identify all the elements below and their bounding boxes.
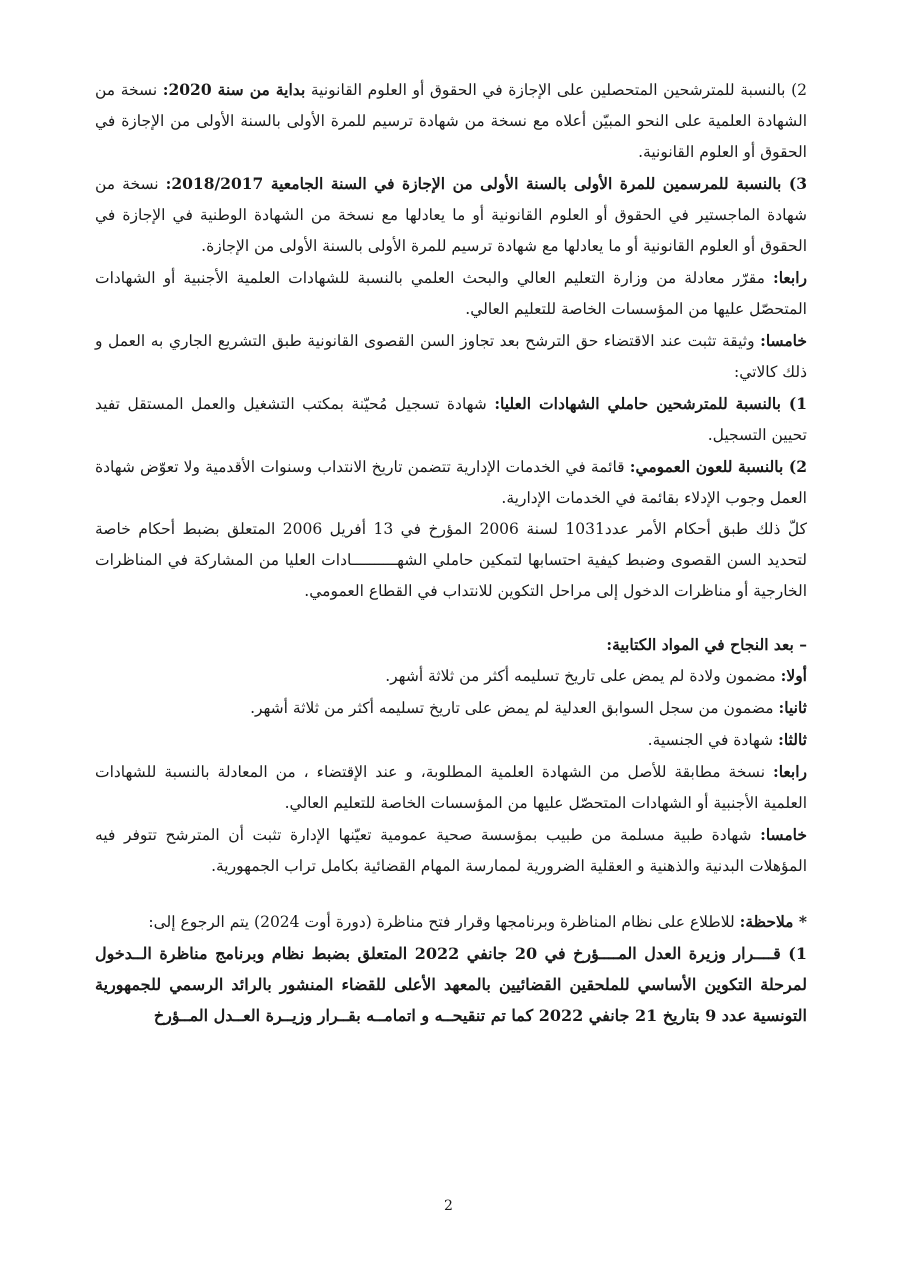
paragraph-item-2 bbox=[95, 74, 807, 168]
section-2-heading: – بعد النجاح في المواد الكتابية: bbox=[606, 635, 807, 654]
list-item bbox=[95, 756, 807, 819]
spacer bbox=[95, 607, 807, 629]
list-item-label: رابعا: bbox=[772, 762, 807, 781]
list-item-label: أولا: bbox=[780, 666, 807, 685]
final-item-paragraph: 1) قــــرار وزيرة العدل المــــؤرخ في 20 جانفي 2022 المتعلق بضبط نظام وبرنامج مناظرة الــدخول لمرحلة التكوين الأساسي للملحقين القضائيين بالمعهد الأعلى للقضاء المنشور بالرائد الرسمي للجمهورية التونسية عدد 9 بتاريخ 21 جانفي 2022 كما تم تنقيحــه و اتمامــه بقــرار وزيــرة العــدل المــؤرخ bbox=[95, 944, 807, 1025]
list-item-text: شهادة في الجنسية. bbox=[647, 731, 779, 749]
list-item bbox=[95, 819, 807, 882]
k1-label: 1) بالنسبة للمترشحين حاملي الشهادات العليا: bbox=[494, 394, 807, 413]
list-item bbox=[95, 692, 807, 724]
paragraph-k1 bbox=[95, 388, 807, 451]
list-item-label: ثانيا: bbox=[778, 698, 807, 717]
rabi3-label: رابعا: bbox=[772, 268, 807, 287]
list-item-label: ثالثا: bbox=[778, 730, 807, 749]
list-item bbox=[95, 660, 807, 692]
list-item-text: شهادة طبية مسلمة من طبيب بمؤسسة صحية عمومية تعيّنها الإدارة تثبت أن المترشح تتوفر فيه المؤهلات البدنية والذهنية و العقلية الضرورية لممارسة المهام القضائية بكامل تراب الجمهورية. bbox=[95, 826, 807, 875]
document-body bbox=[95, 74, 807, 1031]
note-text: للاطلاع على نظام المناظرة وبرنامجها وقرار فتح مناظرة (دورة أوت 2024) يتم الرجوع إلى: bbox=[148, 913, 740, 931]
khamisa-label: خامسا: bbox=[760, 331, 807, 350]
list-item-text: نسخة مطابقة للأصل من الشهادة العلمية المطلوبة، و عند الإقتضاء ، من المعادلة بالنسبة للشهادات العلمية الأجنبية أو الشهادات المتحصّل عليها من المؤسسات الخاصة للتعليم العالي. bbox=[95, 763, 807, 812]
paragraph-decree: كلّ ذلك طبق أحكام الأمر عدد1031 لسنة 2006 المؤرخ في 13 أفريل 2006 المتعلق بضبط أحكام خاصة لتحديد السن القصوى وضبط كيفية احتسابها لتمكين حاملي الشهــــــــــادات العليا من المشاركة في المناظرات الخارجية أو مناظرات الدخول إلى مراحل التكوين للانتداب في القطاع العمومي. bbox=[95, 520, 807, 600]
page-number: 2 bbox=[444, 1198, 453, 1214]
item-2-rest: نسخة من الشهادة العلمية على النحو المبيّن أعلاه مع نسخة من شهادة ترسيم للمرة الأولى بالسنة الأولى من الإجازة في الحقوق أو العلوم القانونية. bbox=[95, 81, 807, 161]
k2-text: قائمة في الخدمات الإدارية تتضمن تاريخ الانتداب وسنوات الأقدمية ولا تعوّض شهادة العمل وجوب الإدلاء بقائمة في الخدمات الإدارية. bbox=[95, 458, 807, 507]
k2-label: 2) بالنسبة للعون العمومي: bbox=[629, 457, 808, 476]
paragraph-item-3 bbox=[95, 168, 807, 262]
list-item-text: مضمون ولادة لم يمض على تاريخ تسليمه أكثر من ثلاثة أشهر. bbox=[385, 667, 781, 685]
list-item bbox=[95, 724, 807, 756]
paragraph-khamisa bbox=[95, 325, 807, 388]
note-paragraph bbox=[95, 906, 807, 938]
list-item-text: مضمون من سجل السوابق العدلية لم يمض على تاريخ تسليمه أكثر من ثلاثة أشهر. bbox=[250, 699, 779, 717]
note-label: * ملاحظة: bbox=[739, 912, 807, 931]
khamisa-text: وثيقة تثبت عند الاقتضاء حق الترشح بعد تجاوز السن القصوى القانونية طبق التشريع الجاري به العمل و ذلك كالاتي: bbox=[95, 332, 807, 381]
item-3-bold: للمرة الأولى بالسنة الأولى من الإجازة في السنة الجامعية 2018/2017: bbox=[165, 174, 656, 193]
item-2-lead: 2) بالنسبة للمترشحين المتحصلين على الإجازة في الحقوق أو العلوم القانونية bbox=[305, 81, 807, 99]
paragraph-k2 bbox=[95, 451, 807, 514]
k1-text: شهادة تسجيل مُحيّنة بمكتب التشغيل والعمل المستقل تفيد تحيين التسجيل. bbox=[95, 395, 807, 444]
item-3-lead: 3) بالنسبة للمرسمين bbox=[655, 174, 807, 193]
item-2-bold: بداية من سنة 2020: bbox=[162, 80, 306, 99]
rabi3-text: مقرّر معادلة من وزارة التعليم العالي والبحث العلمي بالنسبة للشهادات العلمية الأجنبية أو الشهادات المتحصّل عليها من المؤسسات الخاصة للتعليم العالي. bbox=[95, 269, 807, 318]
spacer bbox=[95, 882, 807, 906]
item-3-rest: نسخة من شهادة الماجستير في الحقوق أو العلوم القانونية أو ما يعادلها مع نسخة من الشهادة الوطنية في الإجازة في الحقوق أو العلوم القانونية أو ما يعادلها مع شهادة ترسيم للمرة الأولى بالسنة الأولى من الإجازة. bbox=[95, 175, 807, 255]
list-item-label: خامسا: bbox=[760, 825, 807, 844]
paragraph-rabi3 bbox=[95, 262, 807, 325]
